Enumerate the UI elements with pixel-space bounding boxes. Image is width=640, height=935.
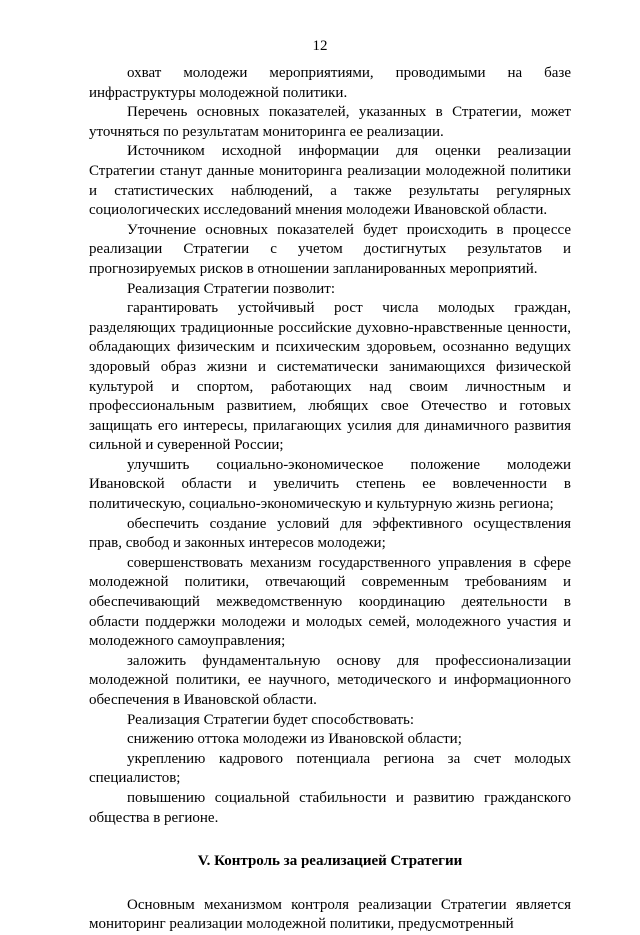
paragraph-control-mechanism: Основным механизмом контроля реализации Стратегии является мониторинг реализации молодежной политики, предусмотренный — [89, 896, 571, 933]
paragraph-information-sources: Источником исходной информации для оценки реализации Стратегии станут данные мониторинга реализации молодежной политики и статистических наблюдений, а также результаты регулярных социологических исследований мнения молодежи Ивановской области. — [89, 143, 571, 219]
paragraph-indicator-refinement: Уточнение основных показателей будет происходить в процессе реализации Стратегии с учетом достигнутых результатов и прогнозируемых рисков в отношении запланированных мероприятий. — [89, 221, 571, 277]
list-item-ensure-conditions: обеспечить создание условий для эффективного осуществления прав, свобод и законных интересов молодежи; — [89, 515, 571, 552]
paragraph-strategy-contributes: Реализация Стратегии будет способствовать: — [127, 711, 415, 728]
section-heading: V. Контроль за реализацией Стратегии — [197, 853, 463, 870]
list-item-improve-management: совершенствовать механизм государственного управления в сфере молодежной политики, отвечающий современным требованиям и обеспечивающий межведомственную координацию деятельности в области поддержки молодежи и молодых семей, молодежного участия и молодежного самоуправления; — [89, 554, 571, 650]
paragraph-youth-coverage: охват молодежи мероприятиями, проводимыми на базе инфраструктуры молодежной политики. — [89, 65, 571, 101]
document-body — [89, 64, 571, 935]
list-item-reduce-outflow: снижению оттока молодежи из Ивановской области; — [127, 731, 462, 748]
list-item-lay-foundation: заложить фундаментальную основу для профессионализации молодежной политики, ее научного, методического и информационного обеспечения в Ивановской области. — [89, 652, 571, 708]
list-item-strengthen-personnel: укреплению кадрового потенциала региона за счет молодых специалистов; — [89, 750, 571, 787]
list-item-social-stability: повышению социальной стабильности и развитию гражданского общества в регионе. — [89, 789, 571, 826]
page-number: 12 — [312, 38, 328, 54]
paragraph-strategy-allows: Реализация Стратегии позволит: — [127, 280, 336, 297]
list-item-improve-position: улучшить социально-экономическое положение молодежи Ивановской области и увеличить степень ее вовлеченности в политическую, социально-экономическую и культурную жизнь региона; — [89, 456, 571, 513]
paragraph-indicator-list: Перечень основных показателей, указанных в Стратегии, может уточняться по результатам мониторинга ее реализации. — [89, 104, 571, 140]
list-item-guarantee-growth: гарантировать устойчивый рост числа молодых граждан, разделяющих традиционные российские духовно-нравственные ценности, обладающих физическим и психическим здоровьем, осознанно ведущих здоровый образ жизни и систематически занимающихся физической культурой и спортом, работающих над своим личностным и профессиональным развитием, любящих свое Отечество и готовых защищать его интересы, прилагающих усилия для динамичного развития сильной и суверенной России; — [89, 300, 571, 454]
